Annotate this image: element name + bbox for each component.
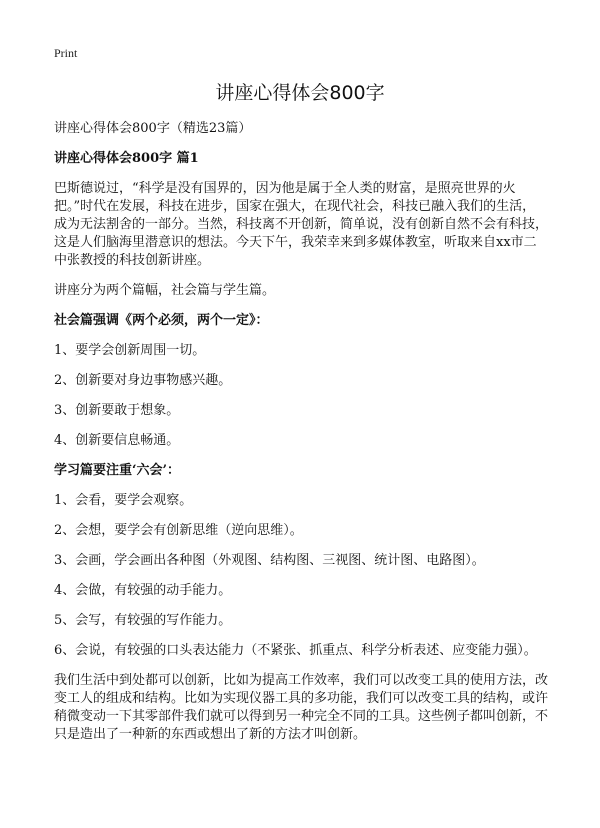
article-body bbox=[54, 120, 548, 758]
study-heading: 学习篇要注重‘六会’： bbox=[54, 463, 181, 478]
list-item: 3、会画，学会画出各种图（外观图、结构图、三视图、统计图、电路图）。 bbox=[54, 553, 485, 568]
list-item: 6、会说，有较强的口头表达能力（不紧张、抓重点、科学分析表述、应变能力强）。 bbox=[54, 643, 537, 658]
social-heading: 社会篇强调《两个必须，两个一定》： bbox=[54, 313, 269, 328]
list-item: 5、会写，有较强的写作能力。 bbox=[54, 613, 232, 628]
list-item: 1、要学会创新周围一切。 bbox=[54, 343, 206, 358]
print-link[interactable]: Print bbox=[54, 46, 78, 60]
list-item: 2、创新要对身边事物感兴趣。 bbox=[54, 373, 232, 388]
list-item: 3、创新要敢于想象。 bbox=[54, 403, 180, 418]
closing-paragraph: 我们生活中到处都可以创新，比如为提高工作效率，我们可以改变工具的使用方法，改变工人的组成和结构。比如为实现仪器工具的多功能，我们可以改变工具的结构，或许稍微变动一下其零部件我们就可以得到另一种完全不同的工具。这些例子都叫创新，不只是造出了一种新的东西或想出了新的方法才叫创新。 bbox=[54, 673, 549, 742]
division-paragraph: 讲座分为两个篇幅，社会篇与学生篇。 bbox=[54, 283, 276, 298]
page-title: 讲座心得体会800字 bbox=[215, 82, 385, 104]
list-item: 1、会看，要学会观察。 bbox=[54, 493, 193, 508]
article-subtitle: 讲座心得体会800字（精选23篇） bbox=[54, 121, 252, 136]
section-heading-1: 讲座心得体会800字 篇1 bbox=[54, 151, 199, 166]
intro-paragraph: 巴斯德说过，“科学是没有国界的，因为他是属于全人类的财富，是照亮世界的火把。”时代在发展，科技在进步，国家在强大，在现代社会，科技已融入我们的生活，成为无法割舍的一部分。当然，科技离不开创新，简单说，没有创新自然不会有科技，这是人们脑海里潜意识的想法。今天下午，我荣幸来到多媒体教室，听取来自xx市二中张教授的科技创新讲座。 bbox=[54, 181, 549, 268]
list-item: 2、会想，要学会有创新思维（逆向思维）。 bbox=[54, 523, 303, 538]
social-list bbox=[54, 342, 548, 450]
list-item: 4、创新要信息畅通。 bbox=[54, 433, 180, 448]
list-item: 4、会做，有较强的动手能力。 bbox=[54, 583, 232, 598]
study-list bbox=[54, 492, 548, 660]
